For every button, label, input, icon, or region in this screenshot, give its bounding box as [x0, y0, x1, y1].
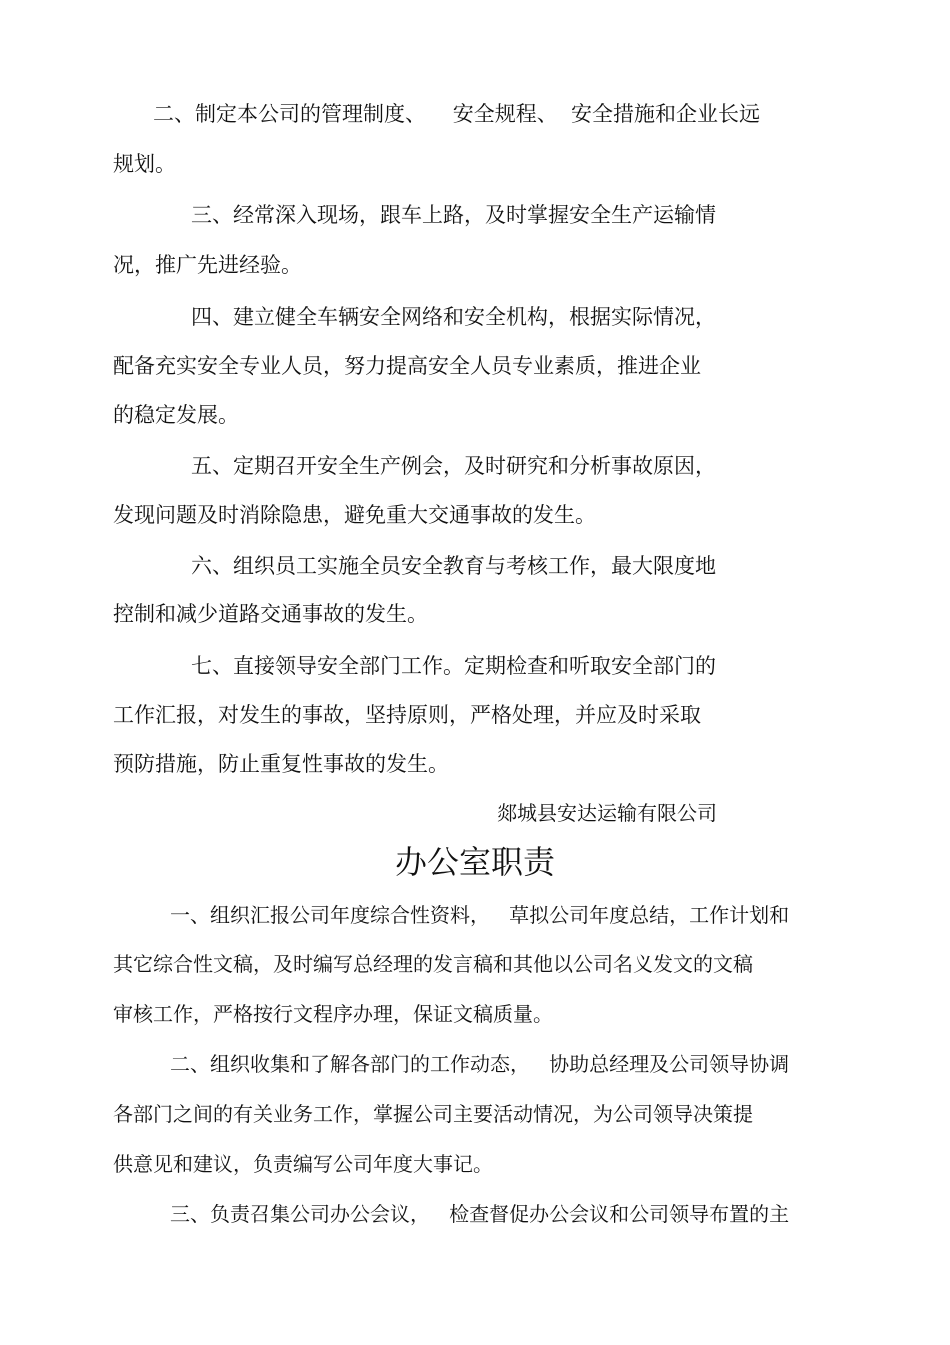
- para-4-line-2: 配备充实安全专业人员，努力提高安全人员专业素质，推进企业: [113, 354, 701, 378]
- para-4-line-1: 四、建立健全车辆安全网络和安全机构，根据实际情况，: [191, 305, 716, 329]
- para-3-line-1: 三、经常深入现场，跟车上路，及时掌握安全生产运输情: [191, 203, 716, 227]
- section-title: 办公室职责: [394, 843, 555, 881]
- para-6-line-2: 控制和减少道路交通事故的发生。: [113, 602, 428, 626]
- para-2-line-2: 规划。: [113, 152, 176, 176]
- office-para-2-line-3: 供意见和建议，负责编写公司年度大事记。: [113, 1152, 493, 1176]
- para-7-line-3: 预防措施，防止重复性事故的发生。: [113, 752, 449, 776]
- para-3-line-2: 况，推广先进经验。: [113, 253, 302, 277]
- para-7-line-2: 工作汇报，对发生的事故，坚持原则，严格处理，并应及时采取: [113, 703, 701, 727]
- para-7-line-1: 七、直接领导安全部门工作。定期检查和听取安全部门的: [191, 654, 716, 678]
- company-signature: 郯城县安达运输有限公司: [497, 801, 717, 825]
- para-4-line-3: 的稳定发展。: [113, 403, 239, 427]
- para-5-line-1: 五、定期召开安全生产例会，及时研究和分析事故原因，: [191, 454, 716, 478]
- office-para-1-line-2: 其它综合性文稿，及时编写总经理的发言稿和其他以公司名义发文的文稿: [113, 952, 753, 976]
- office-para-1-line-3: 审核工作，严格按行文程序办理，保证文稿质量。: [113, 1002, 553, 1026]
- office-para-2-line-2: 各部门之间的有关业务工作，掌握公司主要活动情况，为公司领导决策提: [113, 1102, 753, 1126]
- office-para-3-line-1: 三、负责召集公司办公会议， 检查督促办公会议和公司领导布置的主: [170, 1202, 790, 1226]
- office-para-2-line-1: 二、组织收集和了解各部门的工作动态， 协助总经理及公司领导协调: [170, 1052, 790, 1076]
- office-para-1-line-1: 一、组织汇报公司年度综合性资料， 草拟公司年度总结，工作计划和: [170, 903, 790, 927]
- para-6-line-1: 六、组织员工实施全员安全教育与考核工作，最大限度地: [191, 554, 716, 578]
- para-5-line-2: 发现问题及时消除隐患，避免重大交通事故的发生。: [113, 503, 596, 527]
- para-2-line-1: 二、制定本公司的管理制度、 安全规程、 安全措施和企业长远: [153, 102, 761, 126]
